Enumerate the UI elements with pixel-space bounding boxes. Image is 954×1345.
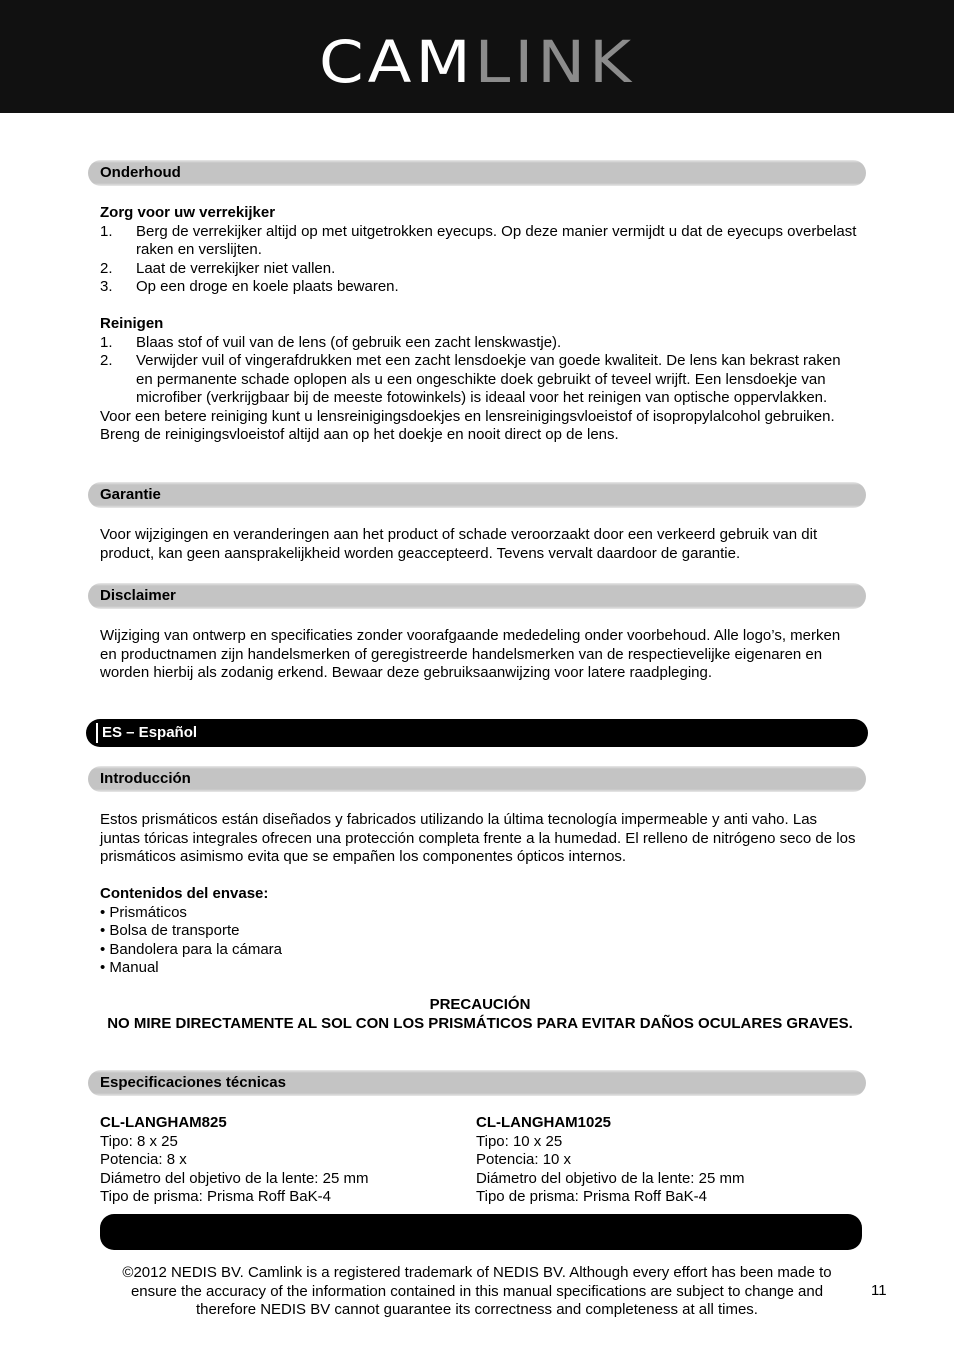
onderhoud-content [100,204,860,445]
page-number: 11 [871,1282,887,1299]
camlink-logo [0,29,954,97]
list-item: 3. Op een droge en koele plaats bewaren. [100,278,399,295]
introduccion-content [100,811,860,1033]
contents-heading: Contenidos del envase: [100,885,269,902]
model-name: CL-LANGHAM825 [100,1114,227,1131]
list-item: 1. Berg de verrekijker altijd op met uitgetrokken eyecups. Op deze manier vermijdt u dat de eyecups overbelast raken en verslijten. [100,222,857,258]
warning-title: PRECAUCIÓN [429,996,531,1013]
model-name: CL-LANGHAM1025 [476,1114,612,1131]
spec-line: Potencia: 10 x [476,1151,572,1168]
list-item: • Prismáticos [100,903,187,921]
list-item: • Bolsa de transporte [100,922,240,939]
spec-line: Potencia: 8 x [100,1151,187,1168]
reinigen-list [100,334,860,408]
footer-band [100,1214,862,1250]
zorg-list [100,223,860,297]
introduccion-text: Estos prismáticos están diseñados y fabricados utilizando la última tecnología impermeable y anti vaho. Las juntas tóricas integrales ofrecen una protección completa frente a la humedad. El relleno de nitrógeno seco de los prismáticos asimismo evita que se empañen los componentes ópticos internos. [100,811,856,865]
warning-text: NO MIRE DIRECTAMENTE AL SOL CON LOS PRISMÁTICOS PARA EVITAR DAÑOS OCULARES GRAVES. [107,1014,853,1032]
spec-line: Diámetro del objetivo de la lente: 25 mm [100,1169,369,1187]
section-bar-disclaimer: Disclaimer [88,583,866,609]
garantie-text: Voor wijzigingen en veranderingen aan het product of schade veroorzaakt door een verkeerd gebruik van dit product, kan geen aansprakelijkheid worden geaccepteerd. Tevens vervalt daardoor de garantie. [100,526,818,562]
logo-link: LINK [474,29,636,97]
disclaimer-text: Wijziging van ontwerp en specificaties zonder voorafgaande mededeling onder voorbehoud. Alle logo’s, merken en productnamen zijn handelsmerken of geregistreerde handelsmerken van de respectievelijke eigenaren en worden hierbij als zodanig erkend. Bewaar deze gebruiksaanwijzing voor latere raadpleging. [100,627,841,681]
list-item: 2. Laat de verrekijker niet vallen. [100,259,336,277]
spec-column-825 [100,1114,470,1207]
section-bar-onderhoud: Onderhoud [88,160,866,186]
list-item: • Manual [100,959,159,976]
subheading-zorg: Zorg voor uw verrekijker [100,204,276,221]
list-item: • Bandolera para la cámara [100,940,283,958]
section-bar-introduccion: Introducción [88,766,866,792]
list-item: 2. Verwijder vuil of vingerafdrukken met een zacht lensdoekje van goede kwaliteit. De lens kan bekrast raken en permanente schade oplopen als u een ongeschikte doek gebruikt of teveel wrijft. Een lensdoekje van microfiber (verkrijgbaar bij de meeste fotowinkels) is ideaal voor het reinigen van optische oppervlakken. [100,352,841,406]
header-band [0,0,954,113]
reinigen-paragraph: Voor een betere reiniging kunt u lensreinigingsdoekjes en lensreinigingsvloeistof of isopropylalcohol gebruiken. Breng de reinigingsvloeistof altijd aan op het doekje en nooit direct op de lens. [100,407,835,443]
subheading-reinigen: Reinigen [100,315,164,332]
footer-copyright: ©2012 NEDIS BV. Camlink is a registered trademark of NEDIS BV. Although every effort has been made to ensure the accuracy of the information contained in this manual specifications are subject to change and therefore NEDIS BV cannot guarantee its correctness and completeness at all times. [122,1264,832,1318]
spec-line: Tipo: 10 x 25 [476,1132,563,1150]
spec-line: Tipo: 8 x 25 [100,1132,178,1150]
logo-cam: CAM [318,29,475,97]
spec-line: Diámetro del objetivo de la lente: 25 mm [476,1169,745,1187]
section-bar-specs: Especificaciones técnicas [88,1070,866,1096]
spec-line: Tipo de prisma: Prisma Roff BaK-4 [476,1188,707,1205]
spec-column-1025 [476,1114,846,1207]
spec-line: Tipo de prisma: Prisma Roff BaK-4 [100,1188,331,1205]
section-bar-garantie: Garantie [88,482,866,508]
list-item: 1. Blaas stof of vuil van de lens (of gebruik een zacht lenskwastje). [100,333,562,351]
language-bar-es: ES – Español [86,719,868,747]
